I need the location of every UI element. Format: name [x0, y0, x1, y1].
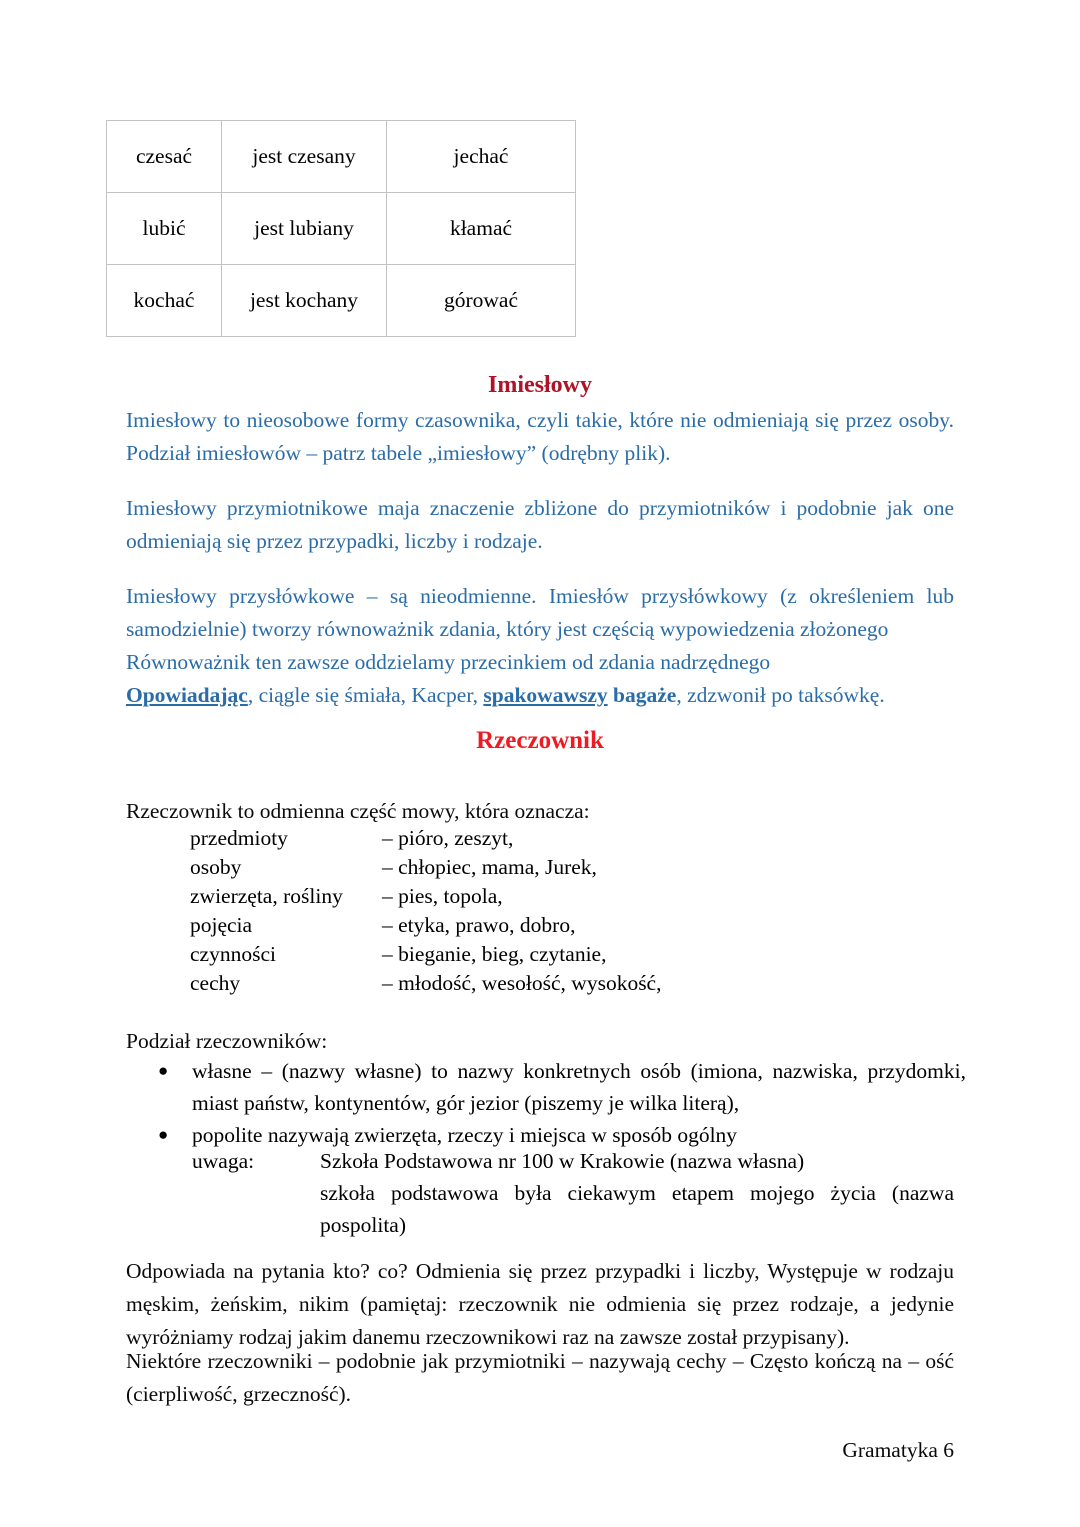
table-row: [107, 265, 576, 337]
closing-paragraph-1: Odpowiada na pytania kto? co? Odmienia się przez przypadki i liczby, Występuje w rodzaju męskim, żeńskim, nikim (pamiętaj: rzeczownik nie odmienia się przez rodzaje, a jedynie wyróżniamy rodzaj jakim danemu rzeczownikowi raz na zawsze został przypisany).: [126, 1259, 954, 1349]
definition-term: osoby: [190, 855, 242, 879]
verb-forms-table: [106, 120, 576, 337]
table-cell-passive: jest lubiany: [222, 193, 387, 265]
uwaga-label: uwaga:: [192, 1149, 255, 1173]
list-item: [158, 1055, 966, 1119]
noun-definition-list: [190, 824, 661, 998]
table-cell-passive: jest kochany: [222, 265, 387, 337]
definition-meaning: – pióro, zeszyt,: [382, 826, 514, 850]
definition-meaning: – chłopiec, mama, Jurek,: [382, 855, 597, 879]
list-item: [190, 824, 661, 853]
definition-meaning: – pies, topola,: [382, 884, 503, 908]
table-cell-other: górować: [387, 265, 576, 337]
imieslowy-example-sentence: [126, 679, 954, 712]
table-cell-passive: jest czesany: [222, 121, 387, 193]
rzeczownik-intro: Rzeczownik to odmienna część mowy, która oznacza:: [126, 799, 590, 823]
example-participle-1: Opowiadając: [126, 683, 248, 707]
definition-term: zwierzęta, rośliny: [190, 884, 343, 908]
section-heading-rzeczownik: Rzeczownik: [476, 727, 604, 754]
noun-types-bullets: [126, 1055, 966, 1151]
example-participle-2: spakowawszy: [483, 683, 608, 707]
imieslowy-paragraph-4: Równoważnik ten zawsze oddzielamy przecinkiem od zdania nadrzędnego: [126, 650, 771, 674]
uwaga-block: [192, 1145, 954, 1241]
table-cell-other: kłamać: [387, 193, 576, 265]
definition-meaning: – etyka, prawo, dobro,: [382, 913, 576, 937]
example-text-1: , ciągle się śmiała, Kacper,: [247, 683, 484, 707]
uwaga-line-2: szkoła podstawowa była ciekawym etapem mojego życia (nazwa pospolita): [320, 1181, 954, 1237]
table-cell-infinitive: kochać: [107, 265, 222, 337]
definition-term: przedmioty: [190, 826, 288, 850]
section-heading-imieslowy: Imiesłowy: [488, 372, 592, 398]
imieslowy-paragraph-2: Imiesłowy przymiotnikowe maja znaczenie zbliżone do przymiotników i podobnie jak one odmieniają się przez przypadki, liczby i rodzaje.: [126, 496, 954, 553]
example-text-2: , zdzwonił po taksówkę.: [676, 683, 885, 707]
list-item: [190, 940, 661, 969]
imieslowy-body: [126, 404, 954, 734]
closing-paragraph-2: Niektóre rzeczowniki – podobnie jak przymiotniki – nazywają cechy – Często kończą na – ość (cierpliwość, grzeczność).: [126, 1349, 954, 1406]
example-object: bagaże: [607, 683, 677, 707]
rzeczownik-closing-1: [126, 1255, 954, 1354]
bullet-dot-icon: ●: [158, 1125, 169, 1144]
bullet-dot-icon: ●: [158, 1061, 169, 1080]
page-footer: Gramatyka 6: [842, 1438, 954, 1462]
rzeczownik-closing-2: [126, 1345, 954, 1411]
table-row: [107, 121, 576, 193]
definition-term: cechy: [190, 971, 241, 995]
uwaga-line-1: Szkoła Podstawowa nr 100 w Krakowie (nazwa własna): [320, 1149, 805, 1173]
table-cell-other: jechać: [387, 121, 576, 193]
bullet-text: popolite nazywają zwierzęta, rzeczy i miejsca w sposób ogólny: [192, 1123, 738, 1147]
list-item: [190, 853, 661, 882]
definition-meaning: – młodość, wesołość, wysokość,: [382, 971, 662, 995]
imieslowy-paragraph-3: Imiesłowy przysłówkowe – są nieodmienne. Imiesłów przysłówkowy (z określeniem lub samodzielnie) tworzy równoważnik zdania, który jest częścią wypowiedzenia złożonego: [126, 584, 954, 641]
definition-meaning: – bieganie, bieg, czytanie,: [382, 942, 607, 966]
definition-term: czynności: [190, 942, 276, 966]
list-item: [190, 882, 661, 911]
uwaga-body: [320, 1145, 954, 1241]
list-item: [190, 911, 661, 940]
imieslowy-paragraph-1: Imiesłowy to nieosobowe formy czasownika, czyli takie, które nie odmieniają się przez osoby. Podział imiesłowów – patrz tabele „imiesłowy” (odrębny plik).: [126, 408, 954, 465]
list-item: [190, 969, 661, 998]
table-cell-infinitive: lubić: [107, 193, 222, 265]
podzial-label: Podział rzeczowników:: [126, 1029, 328, 1053]
table-row: [107, 193, 576, 265]
bullet-text: własne – (nazwy własne) to nazwy konkretnych osób (imiona, nazwiska, przydomki, miast państw, kontynentów, gór jezior (piszemy je wilka literą),: [192, 1059, 966, 1115]
definition-term: pojęcia: [190, 913, 253, 937]
table-cell-infinitive: czesać: [107, 121, 222, 193]
